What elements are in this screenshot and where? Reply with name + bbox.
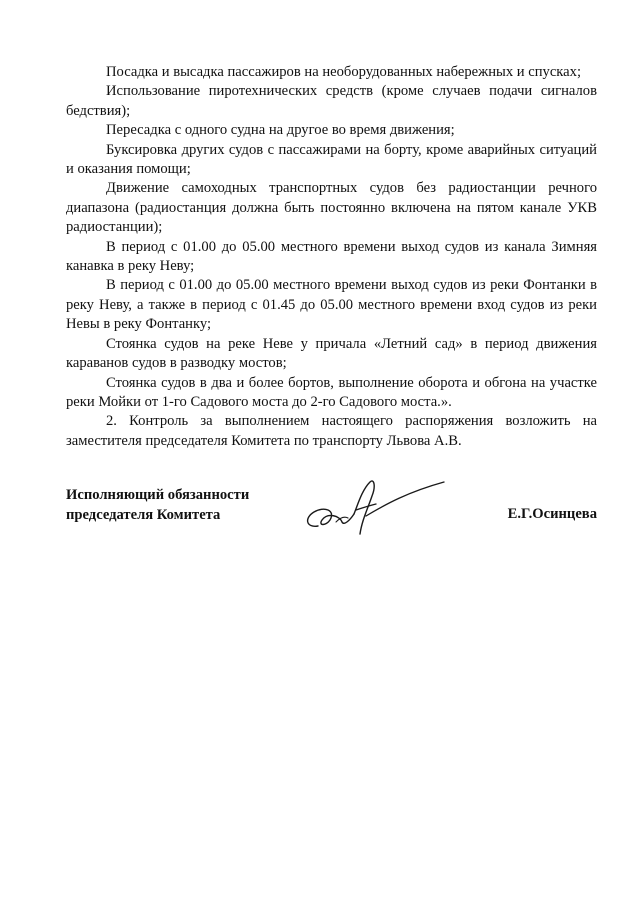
signatory-name: Е.Г.Осинцева (507, 506, 597, 522)
signatory-title-line-2: председателя Комитета (66, 506, 221, 523)
paragraph-8: Стоянка судов на реке Неве у причала «Летний сад» в период движения караванов судов в разводку мостов; (66, 335, 597, 372)
signatory-title (66, 486, 249, 525)
paragraph-4: Буксировка других судов с пассажирами на борту, кроме аварийных ситуаций и оказания помощи; (66, 141, 597, 178)
document-body (66, 63, 597, 451)
paragraph-9: Стоянка судов в два и более бортов, выполнение оборота и обгона на участке реки Мойки от 1-го Садового моста до 2-го Садового моста.». (66, 374, 597, 410)
handwritten-signature-image (296, 476, 446, 538)
signatory-title-line-1: Исполняющий обязанности (66, 487, 250, 503)
paragraph-1: Посадка и высадка пассажиров на необорудованных набережных и спусках; (106, 64, 582, 80)
paragraph-6: В период с 01.00 до 05.00 местного времени выход судов из канала Зимняя канавка в реку Неву; (66, 238, 597, 275)
paragraph-3: Пересадка с одного судна на другое во время движения; (106, 122, 455, 139)
paragraph-10: 2. Контроль за выполнением настоящего распоряжения возложить на заместителя председателя Комитета по транспорту Львова А.В. (66, 413, 597, 449)
paragraph-2: Использование пиротехнических средств (кроме случаев подачи сигналов бедствия); (66, 83, 597, 119)
signature-block (66, 486, 597, 546)
paragraph-5: Движение самоходных транспортных судов без радиостанции речного диапазона (радиостанция должна быть постоянно включена на пятом канале УКВ радиостанции); (66, 180, 597, 236)
paragraph-7: В период с 01.00 до 05.00 местного времени выход судов из реки Фонтанки в реку Неву, а также в период с 01.45 до 05.00 местного времени вход судов из реки Невы в реку Фонтанку; (66, 277, 597, 333)
